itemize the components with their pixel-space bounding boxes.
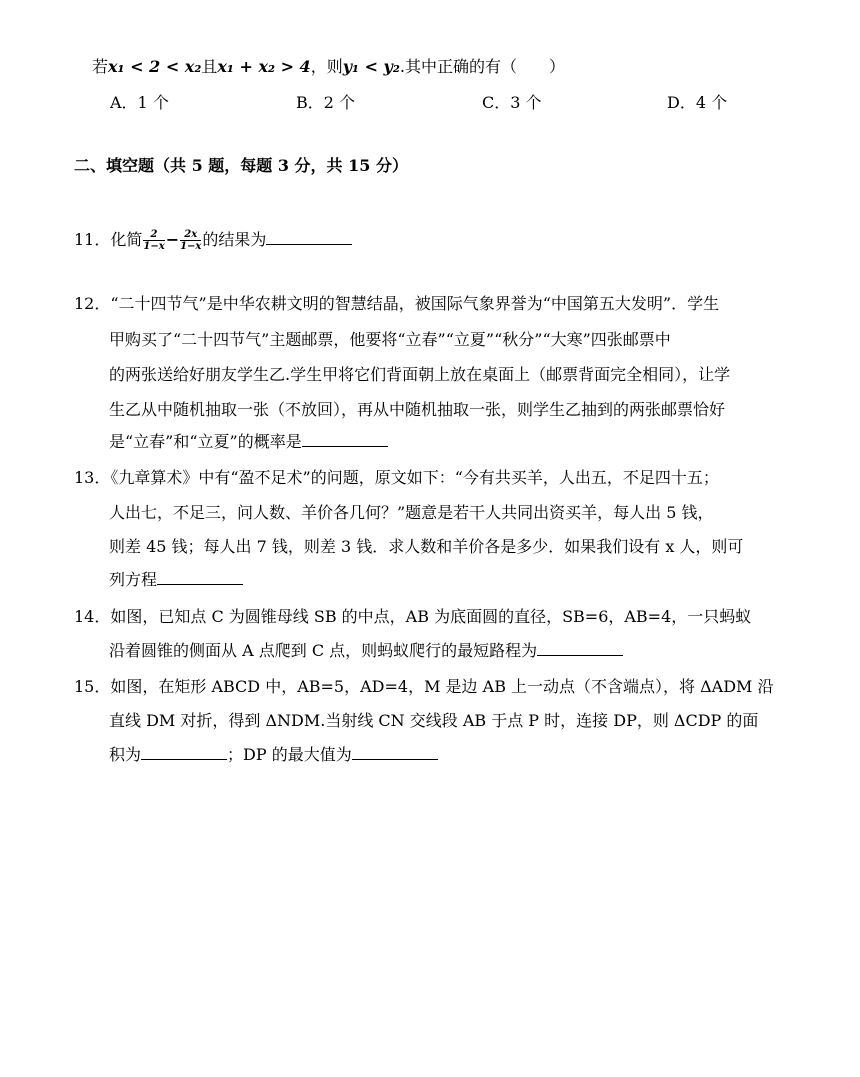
q14-line-2-text: 沿着圆锥的侧面从 A 点爬到 C 点，则蚂蚁爬行的最短路程为 <box>109 641 538 660</box>
q11-frac2-denominator: 1−x <box>180 241 202 252</box>
q10-cond2: x₁ + x₂ > 4 <box>217 57 311 76</box>
q13-line-1: 13．《九章算术》中有“盈不足术”的问题，原文如下：“今有共买羊，人出五，不足四十五； <box>74 468 719 487</box>
option-b: B．2 个 <box>296 93 356 112</box>
q10-and: 且 <box>201 57 218 76</box>
option-d: D．4 个 <box>667 93 728 112</box>
q13-line-4-text: 列方程 <box>109 570 158 589</box>
q11-frac1-denominator: 1−x <box>143 241 165 252</box>
q10-conclusion: y₁ < y₂ <box>342 57 400 76</box>
q15-line-3-prefix: 积为 <box>109 745 142 764</box>
q11 <box>74 228 352 252</box>
option-a: A．1 个 <box>110 93 169 112</box>
q12-answer-blank <box>302 430 388 447</box>
q15-line-3-mid: ；DP 的最大值为 <box>227 745 352 764</box>
q15-line-2: 直线 DM 对折，得到 ΔNDM.当射线 CN 交线段 AB 于点 P 时，连接 DP，则 ΔCDP 的面 <box>109 711 759 730</box>
q11-fraction-1 <box>143 229 164 252</box>
q10-condition-line <box>92 56 565 78</box>
q14-answer-blank <box>537 639 623 656</box>
section-heading: 二、填空题（共 5 题，每题 3 分，共 15 分） <box>74 156 408 175</box>
q11-number: 11．化简 <box>74 230 143 249</box>
option-c: C．3 个 <box>482 93 542 112</box>
q11-fraction-2 <box>180 229 201 252</box>
q15-max-blank <box>352 743 438 760</box>
q13-line-3: 则差 45 钱；每人出 7 钱，则差 3 钱．求人数和羊价各是多少．如果我们设有 x 人，则可 <box>109 537 744 556</box>
q14-line-1: 14．如图，已知点 C 为圆锥母线 SB 的中点，AB 为底面圆的直径，SB=6，AB=4，一只蚂蚁 <box>74 607 752 626</box>
q12-line-1: 12．“二十四节气”是中华农耕文明的智慧结晶，被国际气象界誉为“中国第五大发明”．学生 <box>74 294 720 313</box>
q15-area-blank <box>141 743 227 760</box>
q13-line-4 <box>109 568 243 591</box>
q11-answer-blank <box>266 228 352 245</box>
q10-prefix: 若 <box>92 57 109 76</box>
q15-line-3 <box>109 743 438 766</box>
q11-minus: − <box>165 230 180 249</box>
q14-line-2 <box>109 639 623 662</box>
q12-line-5 <box>109 430 388 453</box>
q10-then: ，则 <box>310 57 343 76</box>
q12-line-3: 的两张送给好朋友学生乙.学生甲将它们背面朝上放在桌面上（邮票背面完全相同），让学 <box>109 365 731 384</box>
q10-cond1: x₁ < 2 < x₂ <box>108 57 202 76</box>
q11-tail: 的结果为 <box>202 230 267 249</box>
q11-frac1-numerator: 2 <box>143 229 164 241</box>
q11-frac2-numerator: 2x <box>180 229 201 241</box>
q15-line-1: 15．如图，在矩形 ABCD 中，AB=5，AD=4，M 是边 AB 上一动点（不含端点），将 ΔADM 沿 <box>74 677 774 696</box>
q12-line-5-text: 是“立春”和“立夏”的概率是 <box>109 432 302 451</box>
q10-suffix: .其中正确的有（ ） <box>399 57 565 76</box>
q12-line-2: 甲购买了“二十四节气”主题邮票，他要将“立春”“立夏”“秋分”“大寒”四张邮票中 <box>109 330 671 349</box>
q13-answer-blank <box>157 568 243 585</box>
q12-line-4: 生乙从中随机抽取一张（不放回），再从中随机抽取一张，则学生乙抽到的两张邮票恰好 <box>109 400 726 419</box>
q13-line-2: 人出七，不足三，问人数、羊价各几何？”题意是若干人共同出资买羊，每人出 5 钱， <box>109 503 714 522</box>
